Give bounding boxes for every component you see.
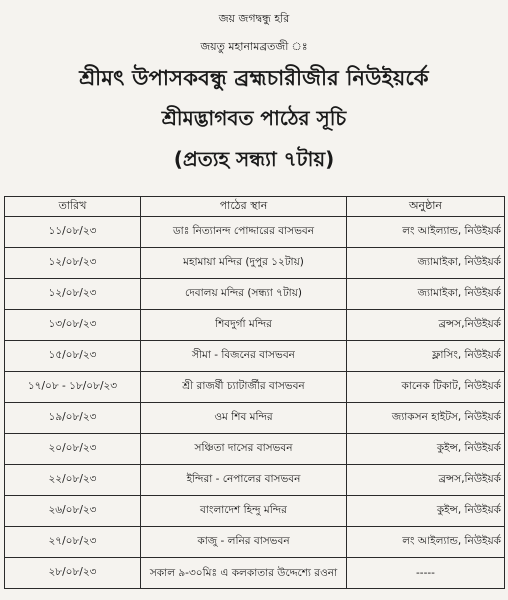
table-row xyxy=(5,279,505,310)
row-place: কাজু - লনির বাসভবন xyxy=(141,527,347,558)
row-place: ওম শিব মন্দির xyxy=(141,403,347,434)
row-event: ফ্লাসিং, নিউইয়র্ক xyxy=(347,341,505,372)
table-row xyxy=(5,496,505,527)
row-date: ২৬/০৮/২৩ xyxy=(5,496,141,527)
table-row xyxy=(5,341,505,372)
row-date: ২৭/০৮/২৩ xyxy=(5,527,141,558)
row-event: কুইন্স, নিউইয়র্ক xyxy=(347,434,505,465)
row-place: শ্রী রাজর্ষী চ্যাটার্জীর বাসভবন xyxy=(141,372,347,403)
document-subtitle: শ্রীমদ্ভাগবত পাঠের সূচি xyxy=(161,106,347,130)
column-header-event: অনুষ্ঠান xyxy=(347,197,505,217)
row-place: শিবদুর্গা মন্দির xyxy=(141,310,347,341)
row-event: লং আইল্যান্ড, নিউইয়র্ক xyxy=(347,217,505,248)
invocation-line-1: জয় জগদ্বন্ধু হরি xyxy=(218,12,290,25)
row-date: ২৮/০৮/২৩ xyxy=(5,558,141,589)
row-place: সীমা - বিজনের বাসভবন xyxy=(141,341,347,372)
table-row xyxy=(5,217,505,248)
row-event: কানেক টিকাট, নিউইয়র্ক xyxy=(347,372,505,403)
document-time-note: (প্রত্যহ সন্ধ্যা ৭টায়) xyxy=(173,147,335,171)
row-place: ডাঃ নিত্যানন্দ পোদ্দারের বাসভবন xyxy=(141,217,347,248)
row-event: জ্যামাইকা, নিউইয়র্ক xyxy=(347,279,505,310)
table-row xyxy=(5,558,505,589)
table-row xyxy=(5,310,505,341)
row-place: সকাল ৯-৩০মিঃ এ কলকাতার উদ্দেশ্যে রওনা xyxy=(141,558,347,589)
row-place: বাংলাদেশ হিন্দু মন্দির xyxy=(141,496,347,527)
row-event: ব্রন্সস,নিউইয়র্ক xyxy=(347,465,505,496)
table-header-row xyxy=(5,197,505,217)
row-event: জ্যামাইকা, নিউইয়র্ক xyxy=(347,248,505,279)
table-row xyxy=(5,434,505,465)
table-row xyxy=(5,372,505,403)
table-row xyxy=(5,248,505,279)
row-place: দেবালয় মন্দির (সন্ধ্যা ৭টায়) xyxy=(141,279,347,310)
row-date: ১৩/০৮/২৩ xyxy=(5,310,141,341)
row-event: কুইন্স, নিউইয়র্ক xyxy=(347,496,505,527)
row-date: ২০/০৮/২৩ xyxy=(5,434,141,465)
row-date: ১৯/০৮/২৩ xyxy=(5,403,141,434)
row-event: লং আইল্যান্ড, নিউইয়র্ক xyxy=(347,527,505,558)
row-date: ১৭/০৮ - ১৮/০৮/২৩ xyxy=(5,372,141,403)
row-date: ১২/০৮/২৩ xyxy=(5,279,141,310)
table-row xyxy=(5,465,505,496)
row-date: ১২/০৮/২৩ xyxy=(5,248,141,279)
table-row xyxy=(5,527,505,558)
column-header-place: পাঠের স্থান xyxy=(141,197,347,217)
row-place: ইন্দিরা - নেপালের বাসভবন xyxy=(141,465,347,496)
row-place: মহামায়া মন্দির (দুপুর ১২টায়) xyxy=(141,248,347,279)
invocation-line-2: জয়তু মহানামব্রতজী ঃ xyxy=(200,40,308,53)
column-header-date: তারিখ xyxy=(5,197,141,217)
document-title: শ্রীমৎ উপাসকবন্ধু ব্রহ্মচারীজীর নিউইয়র্কে xyxy=(79,66,429,90)
row-place: সঞ্চিতা দাসের বাসভবন xyxy=(141,434,347,465)
row-event: ব্রন্সস,নিউইয়র্ক xyxy=(347,310,505,341)
row-date: ২২/০৮/২৩ xyxy=(5,465,141,496)
row-event: ----- xyxy=(347,558,505,589)
row-date: ১১/০৮/২৩ xyxy=(5,217,141,248)
row-event: জ্যাকসন হাইটস, নিউইয়র্ক xyxy=(347,403,505,434)
table-row xyxy=(5,403,505,434)
schedule-table xyxy=(4,196,505,589)
row-date: ১৫/০৮/২৩ xyxy=(5,341,141,372)
